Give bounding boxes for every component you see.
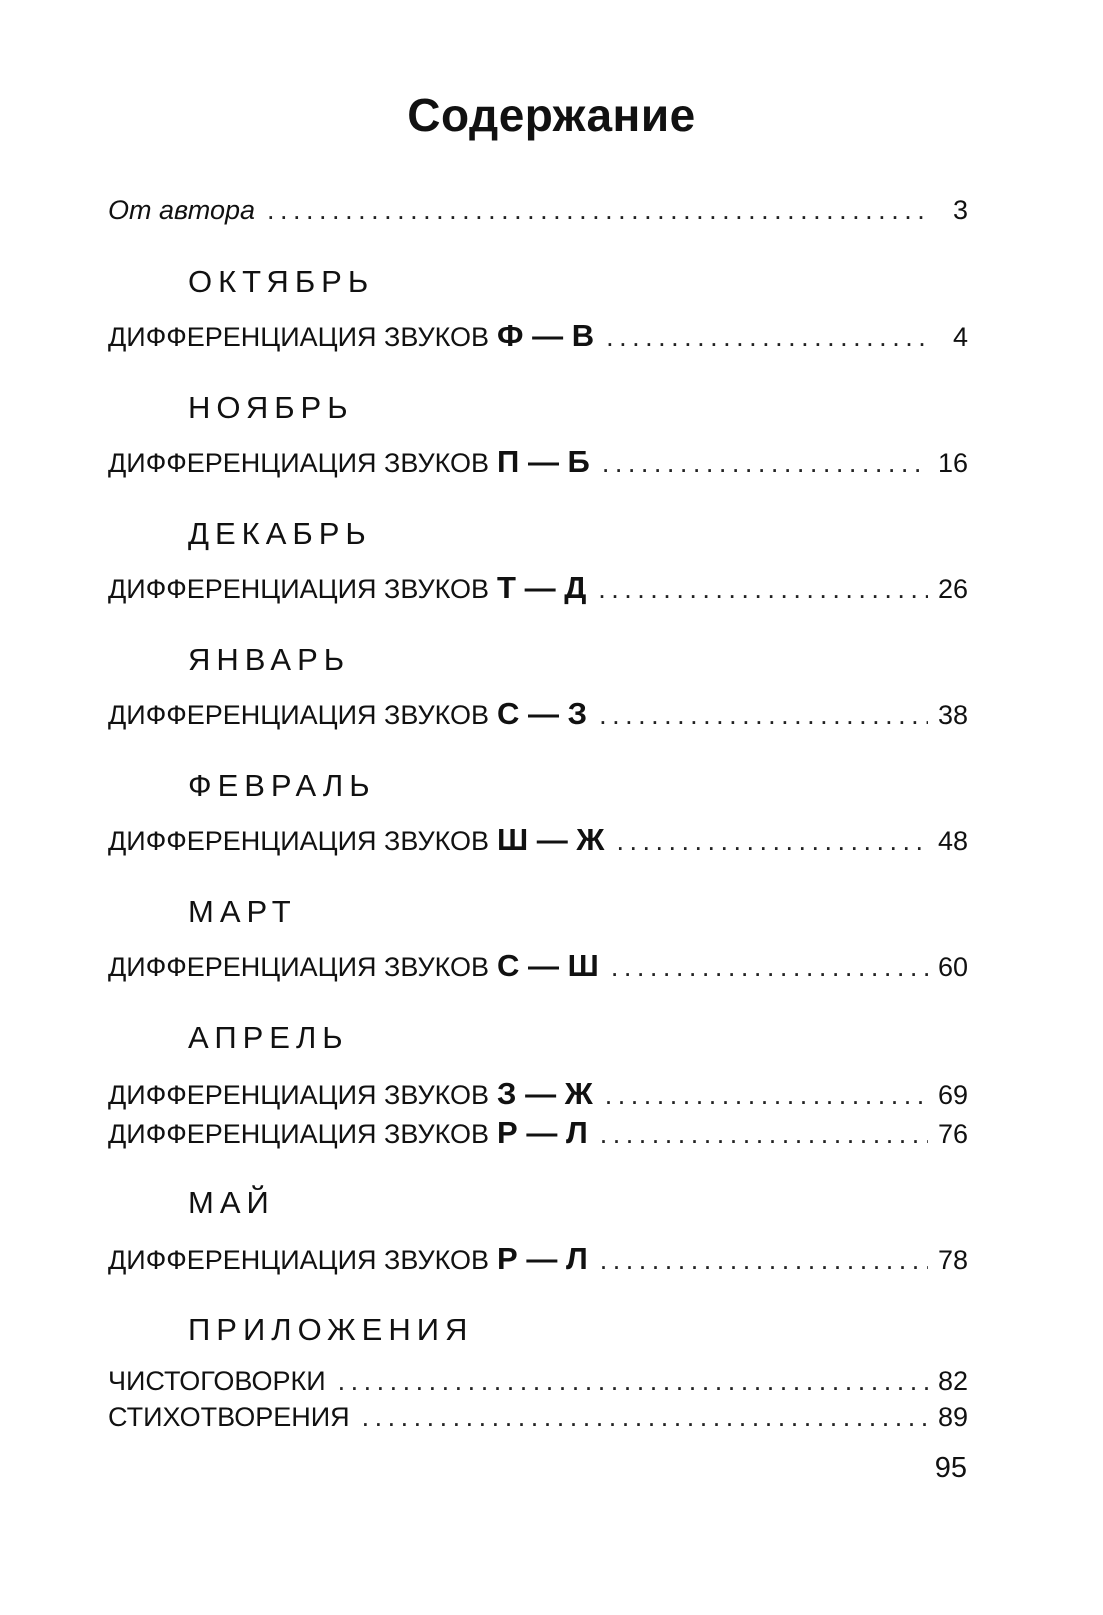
toc-entry[interactable] xyxy=(108,948,968,985)
toc-entry[interactable] xyxy=(108,1115,968,1152)
toc-entry[interactable] xyxy=(108,696,968,733)
dot-leader xyxy=(616,823,928,859)
toc-entry-sounds: Ф — В xyxy=(497,318,595,353)
toc-entry-intro[interactable] xyxy=(108,192,968,228)
section-heading-may: МАЙ xyxy=(188,1185,275,1220)
toc-entry-page: 16 xyxy=(937,448,968,478)
toc-entry-label: ДИФФЕРЕНЦИАЦИЯ ЗВУКОВ xyxy=(108,952,490,982)
dot-leader xyxy=(599,697,928,733)
toc-entry-sounds: Т — Д xyxy=(497,570,587,605)
dot-leader xyxy=(602,445,928,481)
toc-entry-sounds: П — Б xyxy=(497,444,590,479)
toc-entry-sounds: З — Ж xyxy=(497,1076,593,1111)
section-heading-january: ЯНВАРЬ xyxy=(188,642,351,677)
toc-entry[interactable] xyxy=(108,1076,968,1113)
toc-entry[interactable] xyxy=(108,1399,968,1435)
dot-leader xyxy=(267,192,932,228)
toc-entry-page: 48 xyxy=(937,826,968,856)
dot-leader xyxy=(338,1363,928,1399)
toc-entry-label: ДИФФЕРЕНЦИАЦИЯ ЗВУКОВ xyxy=(108,322,490,352)
section-heading-february: ФЕВРАЛЬ xyxy=(188,768,376,803)
toc-entry[interactable] xyxy=(108,570,968,607)
toc-entry-label: ДИФФЕРЕНЦИАЦИЯ ЗВУКОВ xyxy=(108,448,490,478)
toc-entry[interactable] xyxy=(108,444,968,481)
dot-leader xyxy=(362,1399,928,1435)
toc-entry-label: ДИФФЕРЕНЦИАЦИЯ ЗВУКОВ xyxy=(108,1080,490,1110)
section-heading-october: ОКТЯБРЬ xyxy=(188,264,375,299)
toc-entry[interactable] xyxy=(108,1363,968,1399)
section-heading-december: ДЕКАБРЬ xyxy=(188,516,372,551)
toc-entry-page: 3 xyxy=(952,195,968,225)
section-heading-march: МАРТ xyxy=(188,894,297,929)
section-heading-november: НОЯБРЬ xyxy=(188,390,354,425)
section-heading-april: АПРЕЛЬ xyxy=(188,1020,349,1055)
dot-leader xyxy=(605,1077,928,1113)
toc-entry-page: 76 xyxy=(937,1119,968,1149)
dot-leader xyxy=(598,571,928,607)
page-number: 95 xyxy=(934,1452,967,1484)
toc-entry-sounds: Ш — Ж xyxy=(497,822,605,857)
toc-entry-label: ДИФФЕРЕНЦИАЦИЯ ЗВУКОВ xyxy=(108,700,490,730)
toc-entry-page: 89 xyxy=(937,1402,968,1432)
toc-entry-page: 69 xyxy=(937,1080,968,1110)
dot-leader xyxy=(600,1116,928,1152)
toc-entry-label: ДИФФЕРЕНЦИАЦИЯ ЗВУКОВ xyxy=(108,826,490,856)
toc-entry-page: 4 xyxy=(952,322,968,352)
toc-entry-sounds: Р — Л xyxy=(497,1115,588,1150)
toc-entry-page: 26 xyxy=(937,574,968,604)
toc-entry-sounds: С — З xyxy=(497,696,588,731)
toc-entry[interactable] xyxy=(108,318,968,355)
toc-entry-page: 82 xyxy=(937,1366,968,1396)
dot-leader xyxy=(611,949,928,985)
toc-entry-page: 78 xyxy=(937,1245,968,1275)
dot-leader xyxy=(600,1242,928,1278)
page-title: Содержание xyxy=(407,89,696,141)
toc-entry-label: ЧИСТОГОВОРКИ xyxy=(108,1366,326,1396)
toc-entry-sounds: С — Ш xyxy=(497,948,599,983)
section-heading-appendices: ПРИЛОЖЕНИЯ xyxy=(188,1312,474,1347)
toc-entry-sounds: Р — Л xyxy=(497,1241,588,1276)
toc-entry-label: От автора xyxy=(108,195,256,225)
toc-entry-label: ДИФФЕРЕНЦИАЦИЯ ЗВУКОВ xyxy=(108,1245,490,1275)
toc-entry-page: 38 xyxy=(937,700,968,730)
toc-entry[interactable] xyxy=(108,1241,968,1278)
toc-entry-page: 60 xyxy=(937,952,968,982)
toc-entry-label: СТИХОТВОРЕНИЯ xyxy=(108,1402,350,1432)
toc-entry[interactable] xyxy=(108,822,968,859)
toc-entry-label: ДИФФЕРЕНЦИАЦИЯ ЗВУКОВ xyxy=(108,1119,490,1149)
toc-entry-label: ДИФФЕРЕНЦИАЦИЯ ЗВУКОВ xyxy=(108,574,490,604)
dot-leader xyxy=(606,319,932,355)
